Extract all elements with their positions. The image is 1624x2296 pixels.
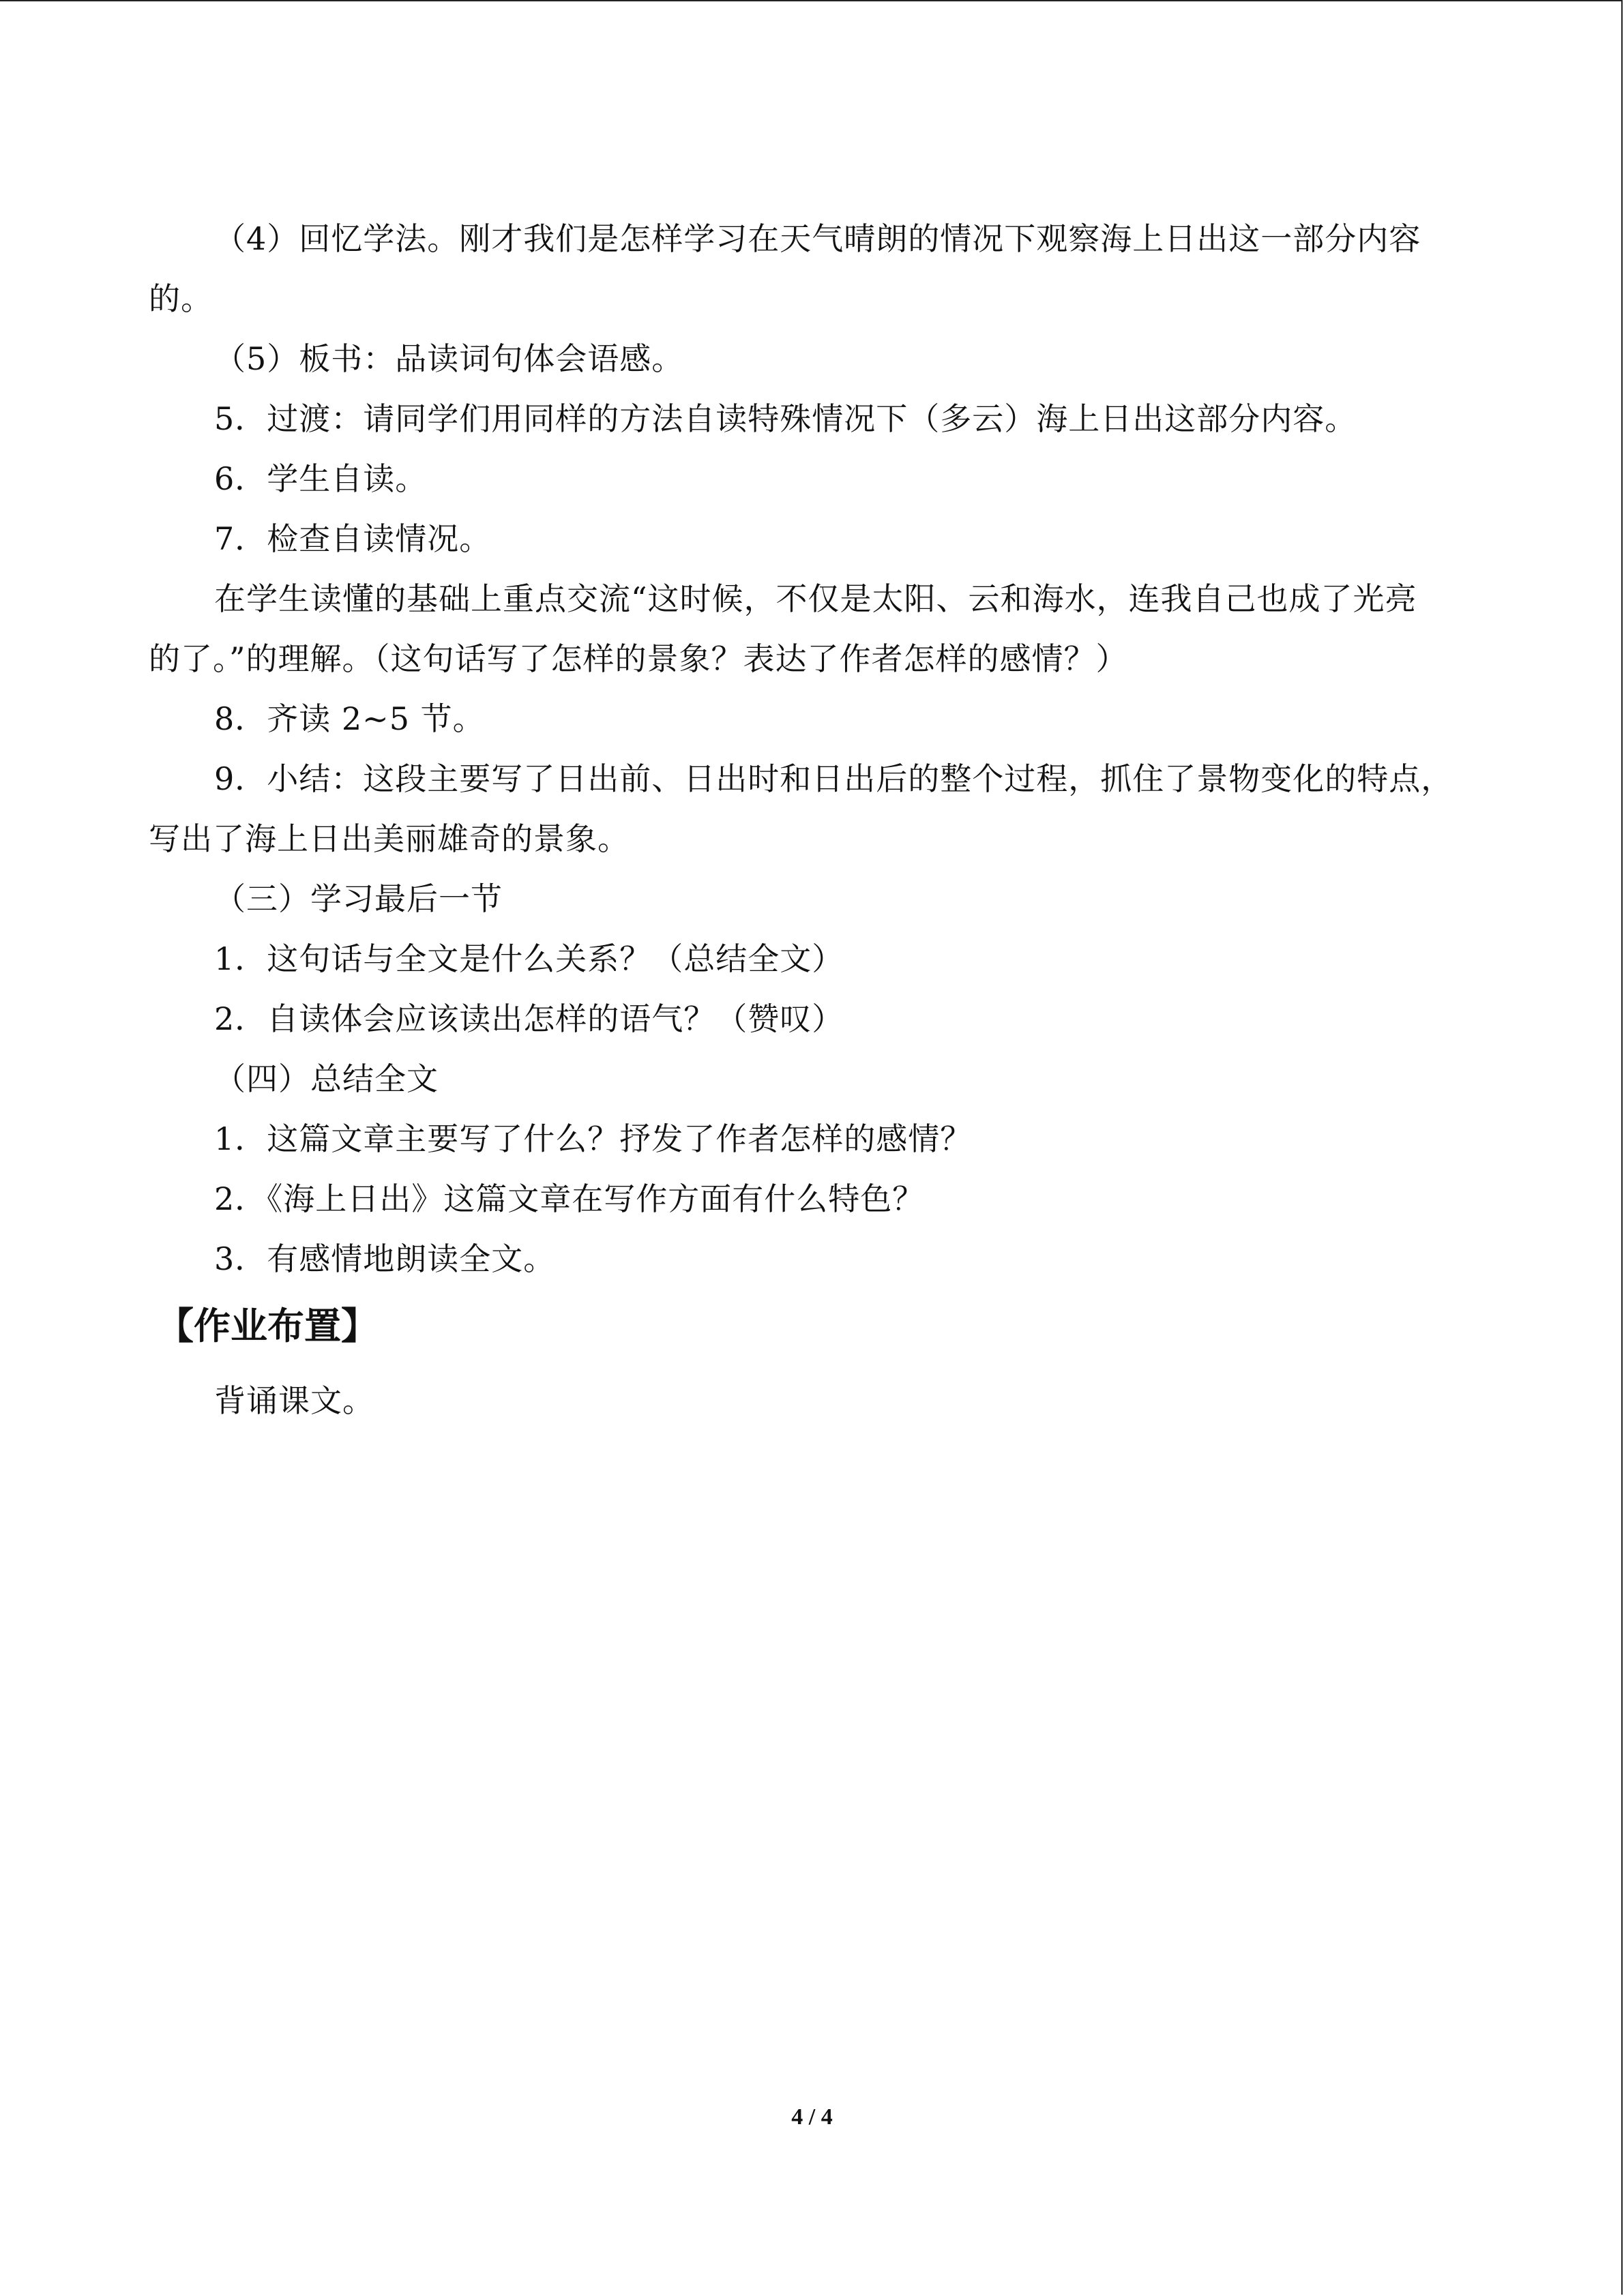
paragraph-recall-method-cont: 的。 <box>149 280 213 317</box>
homework-text: 背诵课文。 <box>214 1382 374 1419</box>
paragraph-blackboard: （5）板书：品读词句体会语感。 <box>214 340 684 377</box>
paragraph-recall-method: （4）回忆学法。刚才我们是怎样学习在天气晴朗的情况下观察海上日出这一部分内容 <box>214 220 1421 257</box>
list-item-tone: 2．自读体会应该读出怎样的语气？（赞叹） <box>214 1000 844 1037</box>
section-heading-conclusion: （四）总结全文 <box>214 1060 439 1097</box>
page-number: 4 / 4 <box>791 2104 833 2130</box>
list-item-writing-features: 2．《海上日出》这篇文章在写作方面有什么特色？ <box>214 1180 925 1217</box>
list-item-relation: 1．这句话与全文是什么关系？（总结全文） <box>214 940 844 977</box>
list-item-read-with-feeling: 3．有感情地朗读全文。 <box>214 1240 556 1277</box>
paragraph-discussion-cont: 的了。”的理解。（这句话写了怎样的景象？表达了作者怎样的感情？） <box>149 640 1128 677</box>
section-heading-last-section: （三）学习最后一节 <box>214 880 503 917</box>
paragraph-self-reading: 6．学生自读。 <box>214 460 428 497</box>
paragraph-check-reading: 7．检查自读情况。 <box>214 520 492 557</box>
paragraph-summary-cont: 写出了海上日出美丽雄奇的景象。 <box>149 820 630 857</box>
paragraph-summary: 9．小结：这段主要写了日出前、日出时和日出后的整个过程，抓住了景物变化的特点， <box>214 760 1453 797</box>
homework-heading: 【作业布置】 <box>157 1304 378 1347</box>
paragraph-discussion: 在学生读懂的基础上重点交流“这时候，不仅是太阳、云和海水，连我自己也成了光亮 <box>214 580 1417 617</box>
paragraph-read-aloud: 8．齐读 2~5 节。 <box>214 700 485 737</box>
paragraph-transition: 5．过渡：请同学们用同样的方法自读特殊情况下（多云）海上日出这部分内容。 <box>214 400 1357 437</box>
list-item-main-idea: 1．这篇文章主要写了什么？抒发了作者怎样的感情？ <box>214 1120 973 1157</box>
document-body <box>149 209 1462 1431</box>
